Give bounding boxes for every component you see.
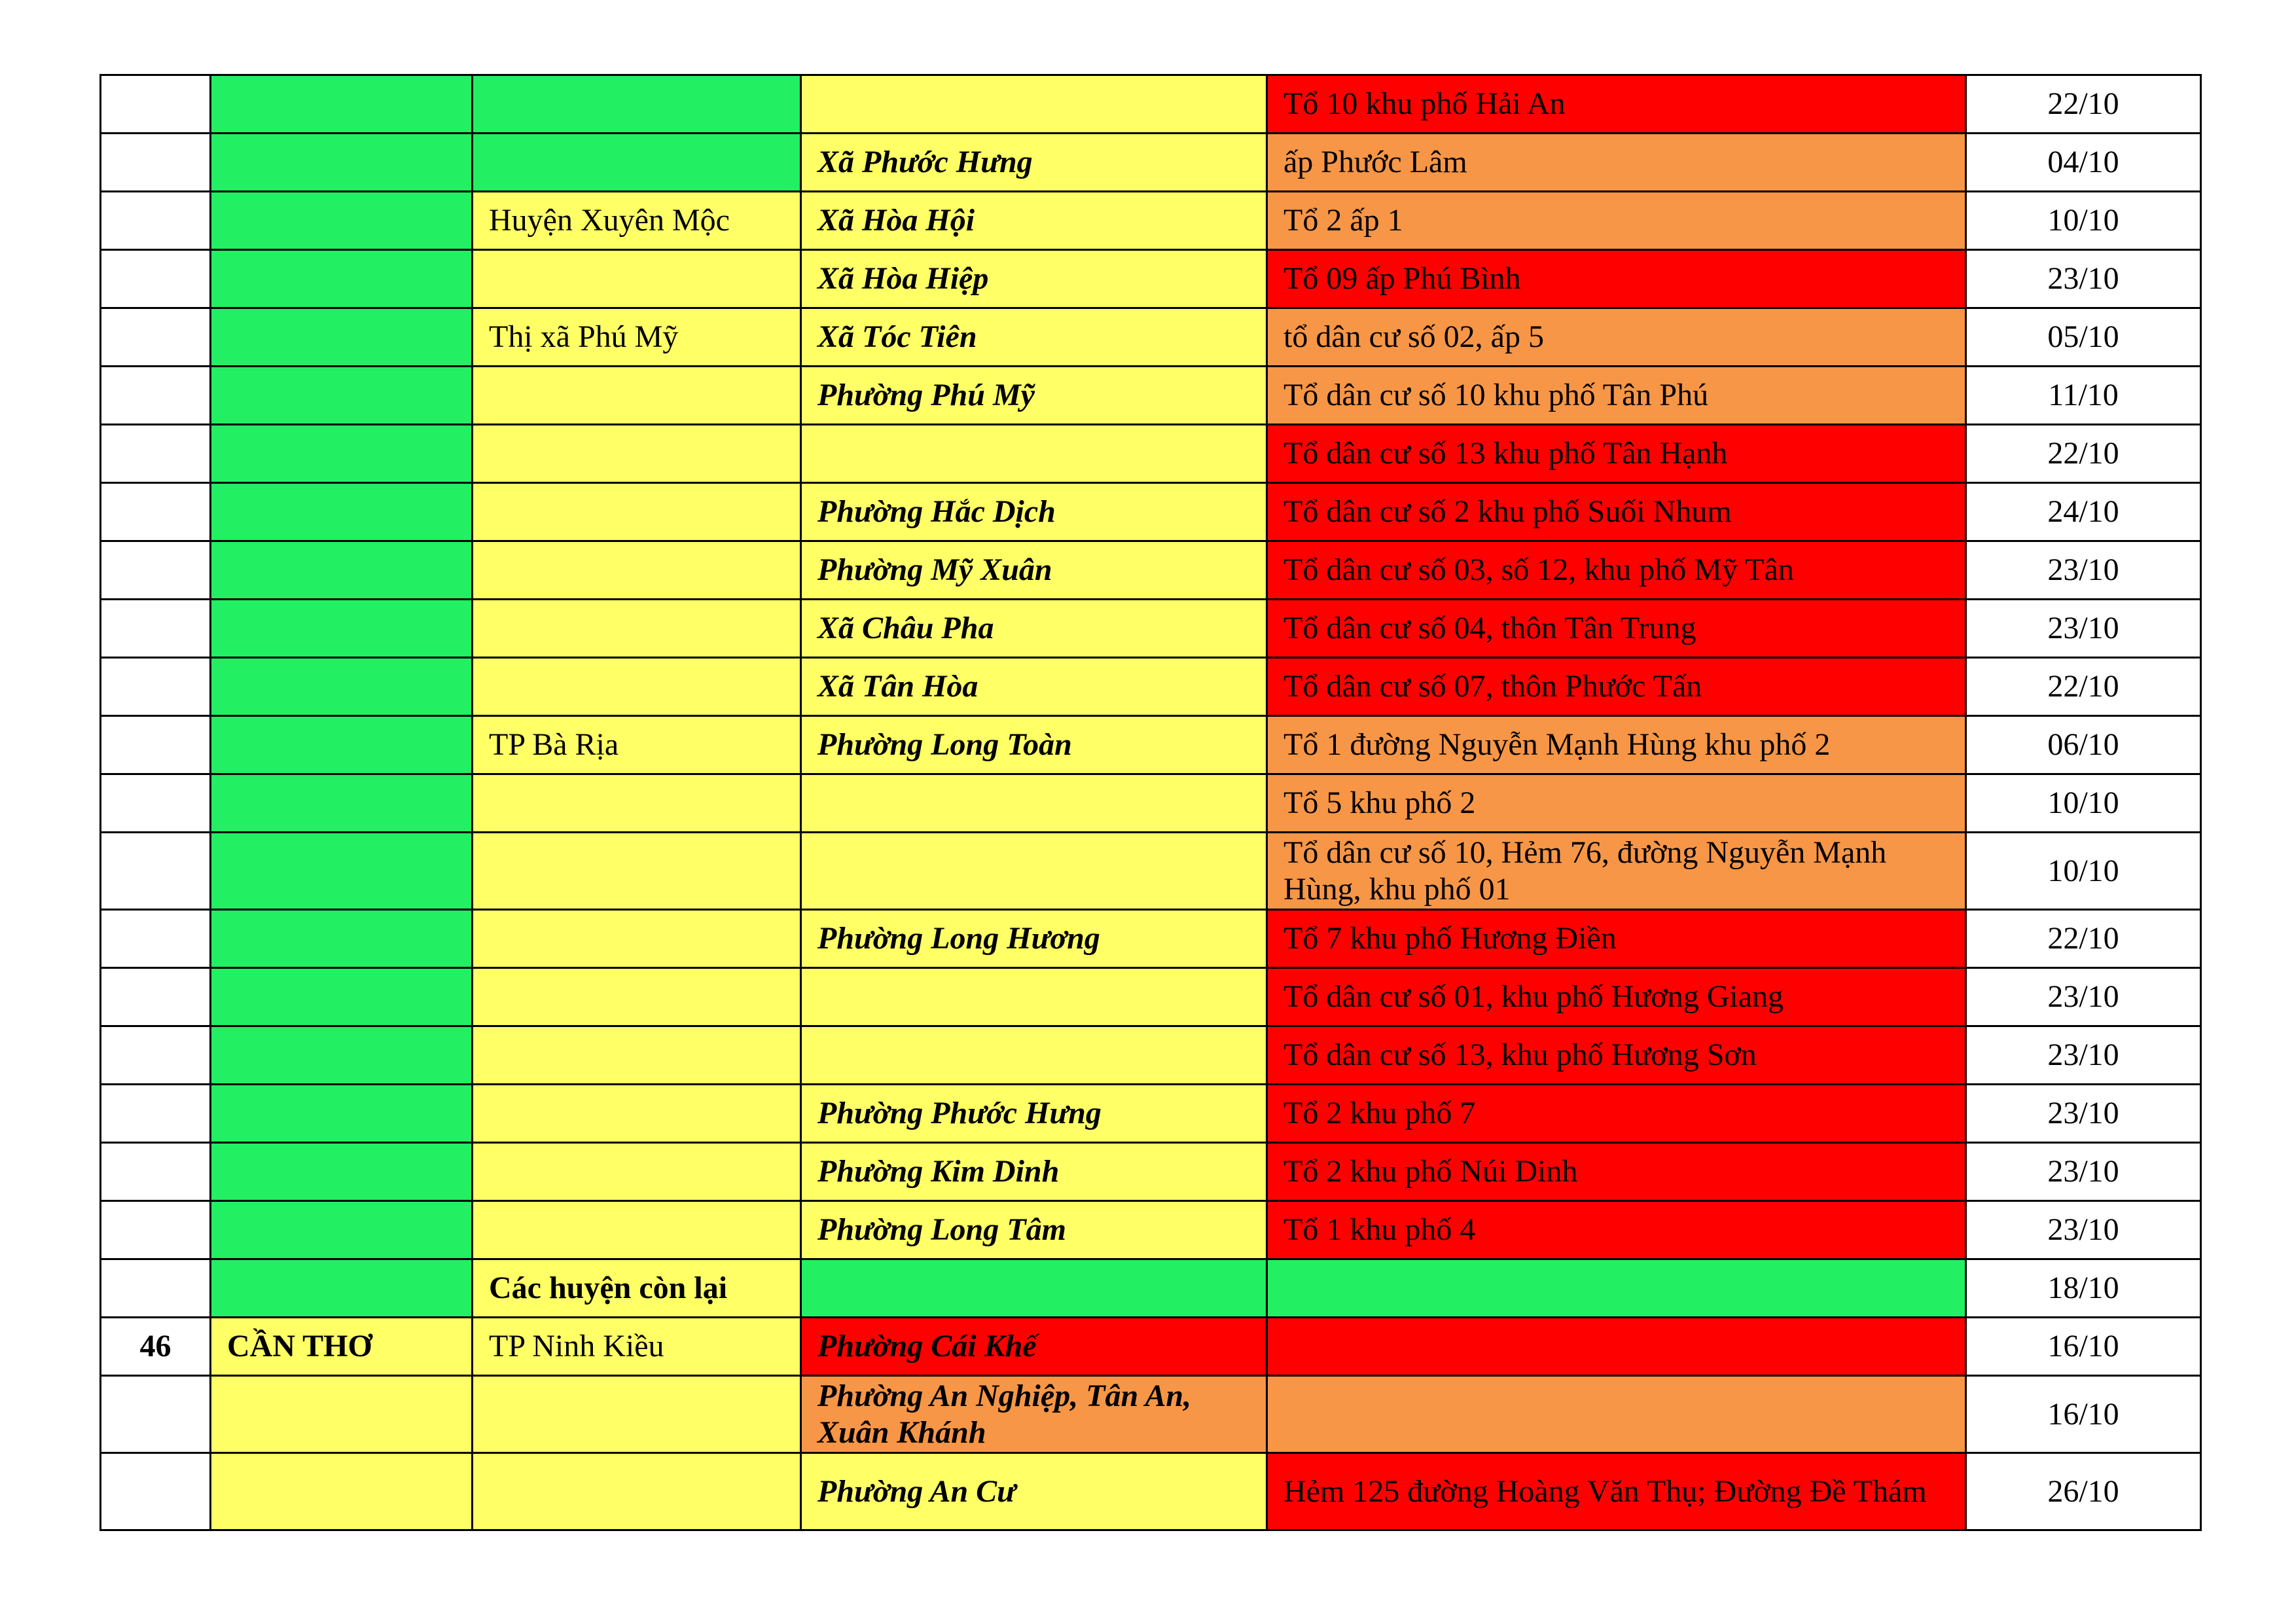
- table-row: [101, 1201, 2201, 1259]
- province-cell: [211, 134, 473, 192]
- row-number-cell: [101, 1085, 211, 1143]
- ward-cell: Xã Tóc Tiên: [801, 308, 1267, 367]
- ward-cell: [801, 833, 1267, 910]
- table-row: [101, 75, 2201, 134]
- area-cell: Tổ dân cư số 13 khu phố Tân Hạnh: [1267, 425, 1966, 483]
- province-cell: [211, 716, 473, 774]
- ward-cell: Phường Long Hương: [801, 910, 1267, 968]
- table-row: [101, 968, 2201, 1026]
- area-cell: Tổ 1 đường Nguyễn Mạnh Hùng khu phố 2: [1267, 716, 1966, 774]
- ward-cell: Phường An Cư: [801, 1453, 1267, 1530]
- district-cell: [473, 833, 801, 910]
- province-cell: [211, 250, 473, 308]
- date-cell: 23/10: [1966, 600, 2201, 658]
- row-number-cell: [101, 600, 211, 658]
- row-number-cell: 46: [101, 1318, 211, 1376]
- area-cell: Tổ 2 khu phố Núi Dinh: [1267, 1143, 1966, 1201]
- table-row: [101, 1453, 2201, 1530]
- area-cell: Tổ dân cư số 10, Hẻm 76, đường Nguyễn Mạnh Hùng, khu phố 01: [1267, 833, 1966, 910]
- district-cell: [473, 1376, 801, 1453]
- province-cell: [211, 1376, 473, 1453]
- row-number-cell: [101, 833, 211, 910]
- district-cell: [473, 1085, 801, 1143]
- area-cell: Tổ dân cư số 13, khu phố Hương Sơn: [1267, 1026, 1966, 1085]
- row-number-cell: [101, 716, 211, 774]
- province-cell: CẦN THƠ: [211, 1318, 473, 1376]
- date-cell: 10/10: [1966, 192, 2201, 250]
- area-cell: Tổ 5 khu phố 2: [1267, 774, 1966, 833]
- ward-cell: [801, 75, 1267, 134]
- row-number-cell: [101, 1143, 211, 1201]
- district-cell: Huyện Xuyên Mộc: [473, 192, 801, 250]
- table-body: [101, 75, 2201, 1530]
- ward-cell: [801, 1259, 1267, 1318]
- province-cell: [211, 910, 473, 968]
- ward-cell: Xã Phước Hưng: [801, 134, 1267, 192]
- row-number-cell: [101, 968, 211, 1026]
- area-cell: Tổ dân cư số 2 khu phố Suối Nhum: [1267, 483, 1966, 541]
- table-row: [101, 910, 2201, 968]
- area-cell: Tổ 09 ấp Phú Bình: [1267, 250, 1966, 308]
- province-cell: [211, 308, 473, 367]
- table-row: [101, 1259, 2201, 1318]
- table-row: [101, 250, 2201, 308]
- district-cell: TP Ninh Kiều: [473, 1318, 801, 1376]
- row-number-cell: [101, 658, 211, 716]
- district-cell: [473, 1026, 801, 1085]
- province-cell: [211, 1453, 473, 1530]
- row-number-cell: [101, 425, 211, 483]
- table-row: [101, 192, 2201, 250]
- area-cell: Tổ 2 khu phố 7: [1267, 1085, 1966, 1143]
- district-cell: [473, 425, 801, 483]
- row-number-cell: [101, 75, 211, 134]
- date-cell: 06/10: [1966, 716, 2201, 774]
- district-cell: [473, 774, 801, 833]
- date-cell: 23/10: [1966, 968, 2201, 1026]
- district-cell: [473, 1143, 801, 1201]
- table-row: [101, 716, 2201, 774]
- outbreak-table: [99, 74, 2202, 1531]
- district-cell: [473, 483, 801, 541]
- area-cell: Tổ 7 khu phố Hương Điền: [1267, 910, 1966, 968]
- table-row: [101, 600, 2201, 658]
- row-number-cell: [101, 192, 211, 250]
- row-number-cell: [101, 774, 211, 833]
- row-number-cell: [101, 250, 211, 308]
- date-cell: 22/10: [1966, 658, 2201, 716]
- ward-cell: Phường Hắc Dịch: [801, 483, 1267, 541]
- province-cell: [211, 774, 473, 833]
- date-cell: 23/10: [1966, 1143, 2201, 1201]
- date-cell: 26/10: [1966, 1453, 2201, 1530]
- district-cell: [473, 134, 801, 192]
- date-cell: 05/10: [1966, 308, 2201, 367]
- district-cell: [473, 968, 801, 1026]
- date-cell: 23/10: [1966, 1085, 2201, 1143]
- date-cell: 23/10: [1966, 250, 2201, 308]
- district-cell: [473, 600, 801, 658]
- ward-cell: Xã Châu Pha: [801, 600, 1267, 658]
- district-cell: TP Bà Rịa: [473, 716, 801, 774]
- table-row: [101, 483, 2201, 541]
- district-cell: Thị xã Phú Mỹ: [473, 308, 801, 367]
- table-row: [101, 1085, 2201, 1143]
- ward-cell: [801, 1026, 1267, 1085]
- province-cell: [211, 1201, 473, 1259]
- ward-cell: Phường Phước Hưng: [801, 1085, 1267, 1143]
- table-row: [101, 367, 2201, 425]
- area-cell: Tổ 1 khu phố 4: [1267, 1201, 1966, 1259]
- row-number-cell: [101, 308, 211, 367]
- province-cell: [211, 367, 473, 425]
- province-cell: [211, 541, 473, 600]
- district-cell: [473, 1201, 801, 1259]
- date-cell: 22/10: [1966, 75, 2201, 134]
- area-cell: Tổ dân cư số 10 khu phố Tân Phú: [1267, 367, 1966, 425]
- province-cell: [211, 658, 473, 716]
- area-cell: tổ dân cư số 02, ấp 5: [1267, 308, 1966, 367]
- ward-cell: Phường Kim Dinh: [801, 1143, 1267, 1201]
- row-number-cell: [101, 910, 211, 968]
- table-row: [101, 1143, 2201, 1201]
- row-number-cell: [101, 1026, 211, 1085]
- area-cell: [1267, 1318, 1966, 1376]
- row-number-cell: [101, 1259, 211, 1318]
- area-cell: Tổ 10 khu phố Hải An: [1267, 75, 1966, 134]
- ward-cell: Phường Cái Khế: [801, 1318, 1267, 1376]
- district-cell: [473, 1453, 801, 1530]
- date-cell: 22/10: [1966, 425, 2201, 483]
- ward-cell: Phường Long Tâm: [801, 1201, 1267, 1259]
- area-cell: Tổ dân cư số 04, thôn Tân Trung: [1267, 600, 1966, 658]
- province-cell: [211, 1143, 473, 1201]
- area-cell: Tổ dân cư số 03, số 12, khu phố Mỹ Tân: [1267, 541, 1966, 600]
- date-cell: 11/10: [1966, 367, 2201, 425]
- province-cell: [211, 1026, 473, 1085]
- ward-cell: Xã Hòa Hiệp: [801, 250, 1267, 308]
- ward-cell: [801, 774, 1267, 833]
- area-cell: Hẻm 125 đường Hoàng Văn Thụ; Đường Đề Thám: [1267, 1453, 1966, 1530]
- row-number-cell: [101, 1201, 211, 1259]
- province-cell: [211, 1259, 473, 1318]
- province-cell: [211, 192, 473, 250]
- row-number-cell: [101, 1453, 211, 1530]
- date-cell: 24/10: [1966, 483, 2201, 541]
- district-cell: [473, 75, 801, 134]
- row-number-cell: [101, 1376, 211, 1453]
- date-cell: 10/10: [1966, 833, 2201, 910]
- row-number-cell: [101, 367, 211, 425]
- area-cell: Tổ dân cư số 07, thôn Phước Tấn: [1267, 658, 1966, 716]
- date-cell: 23/10: [1966, 1026, 2201, 1085]
- table-row: [101, 308, 2201, 367]
- date-cell: 23/10: [1966, 541, 2201, 600]
- district-cell: [473, 910, 801, 968]
- province-cell: [211, 600, 473, 658]
- date-cell: 16/10: [1966, 1376, 2201, 1453]
- district-cell: Các huyện còn lại: [473, 1259, 801, 1318]
- province-cell: [211, 483, 473, 541]
- table-row: [101, 658, 2201, 716]
- row-number-cell: [101, 483, 211, 541]
- table-row: [101, 774, 2201, 833]
- district-cell: [473, 367, 801, 425]
- table-row: [101, 1026, 2201, 1085]
- ward-cell: Xã Tân Hòa: [801, 658, 1267, 716]
- ward-cell: Phường Mỹ Xuân: [801, 541, 1267, 600]
- table-row: [101, 833, 2201, 910]
- date-cell: 23/10: [1966, 1201, 2201, 1259]
- ward-cell: [801, 968, 1267, 1026]
- province-cell: [211, 1085, 473, 1143]
- row-number-cell: [101, 134, 211, 192]
- district-cell: [473, 250, 801, 308]
- date-cell: 22/10: [1966, 910, 2201, 968]
- ward-cell: [801, 425, 1267, 483]
- district-cell: [473, 541, 801, 600]
- date-cell: 18/10: [1966, 1259, 2201, 1318]
- province-cell: [211, 75, 473, 134]
- province-cell: [211, 425, 473, 483]
- area-cell: Tổ dân cư số 01, khu phố Hương Giang: [1267, 968, 1966, 1026]
- area-cell: ấp Phước Lâm: [1267, 134, 1966, 192]
- ward-cell: Phường Phú Mỹ: [801, 367, 1267, 425]
- date-cell: 16/10: [1966, 1318, 2201, 1376]
- table-row: [101, 134, 2201, 192]
- ward-cell: Phường Long Toàn: [801, 716, 1267, 774]
- date-cell: 10/10: [1966, 774, 2201, 833]
- row-number-cell: [101, 541, 211, 600]
- area-cell: Tổ 2 ấp 1: [1267, 192, 1966, 250]
- province-cell: [211, 833, 473, 910]
- ward-cell: Phường An Nghiệp, Tân An, Xuân Khánh: [801, 1376, 1267, 1453]
- province-cell: [211, 968, 473, 1026]
- table-row: [101, 425, 2201, 483]
- table-row: [101, 541, 2201, 600]
- ward-cell: Xã Hòa Hội: [801, 192, 1267, 250]
- table-row: [101, 1318, 2201, 1376]
- date-cell: 04/10: [1966, 134, 2201, 192]
- table-row: [101, 1376, 2201, 1453]
- district-cell: [473, 658, 801, 716]
- area-cell: [1267, 1376, 1966, 1453]
- area-cell: [1267, 1259, 1966, 1318]
